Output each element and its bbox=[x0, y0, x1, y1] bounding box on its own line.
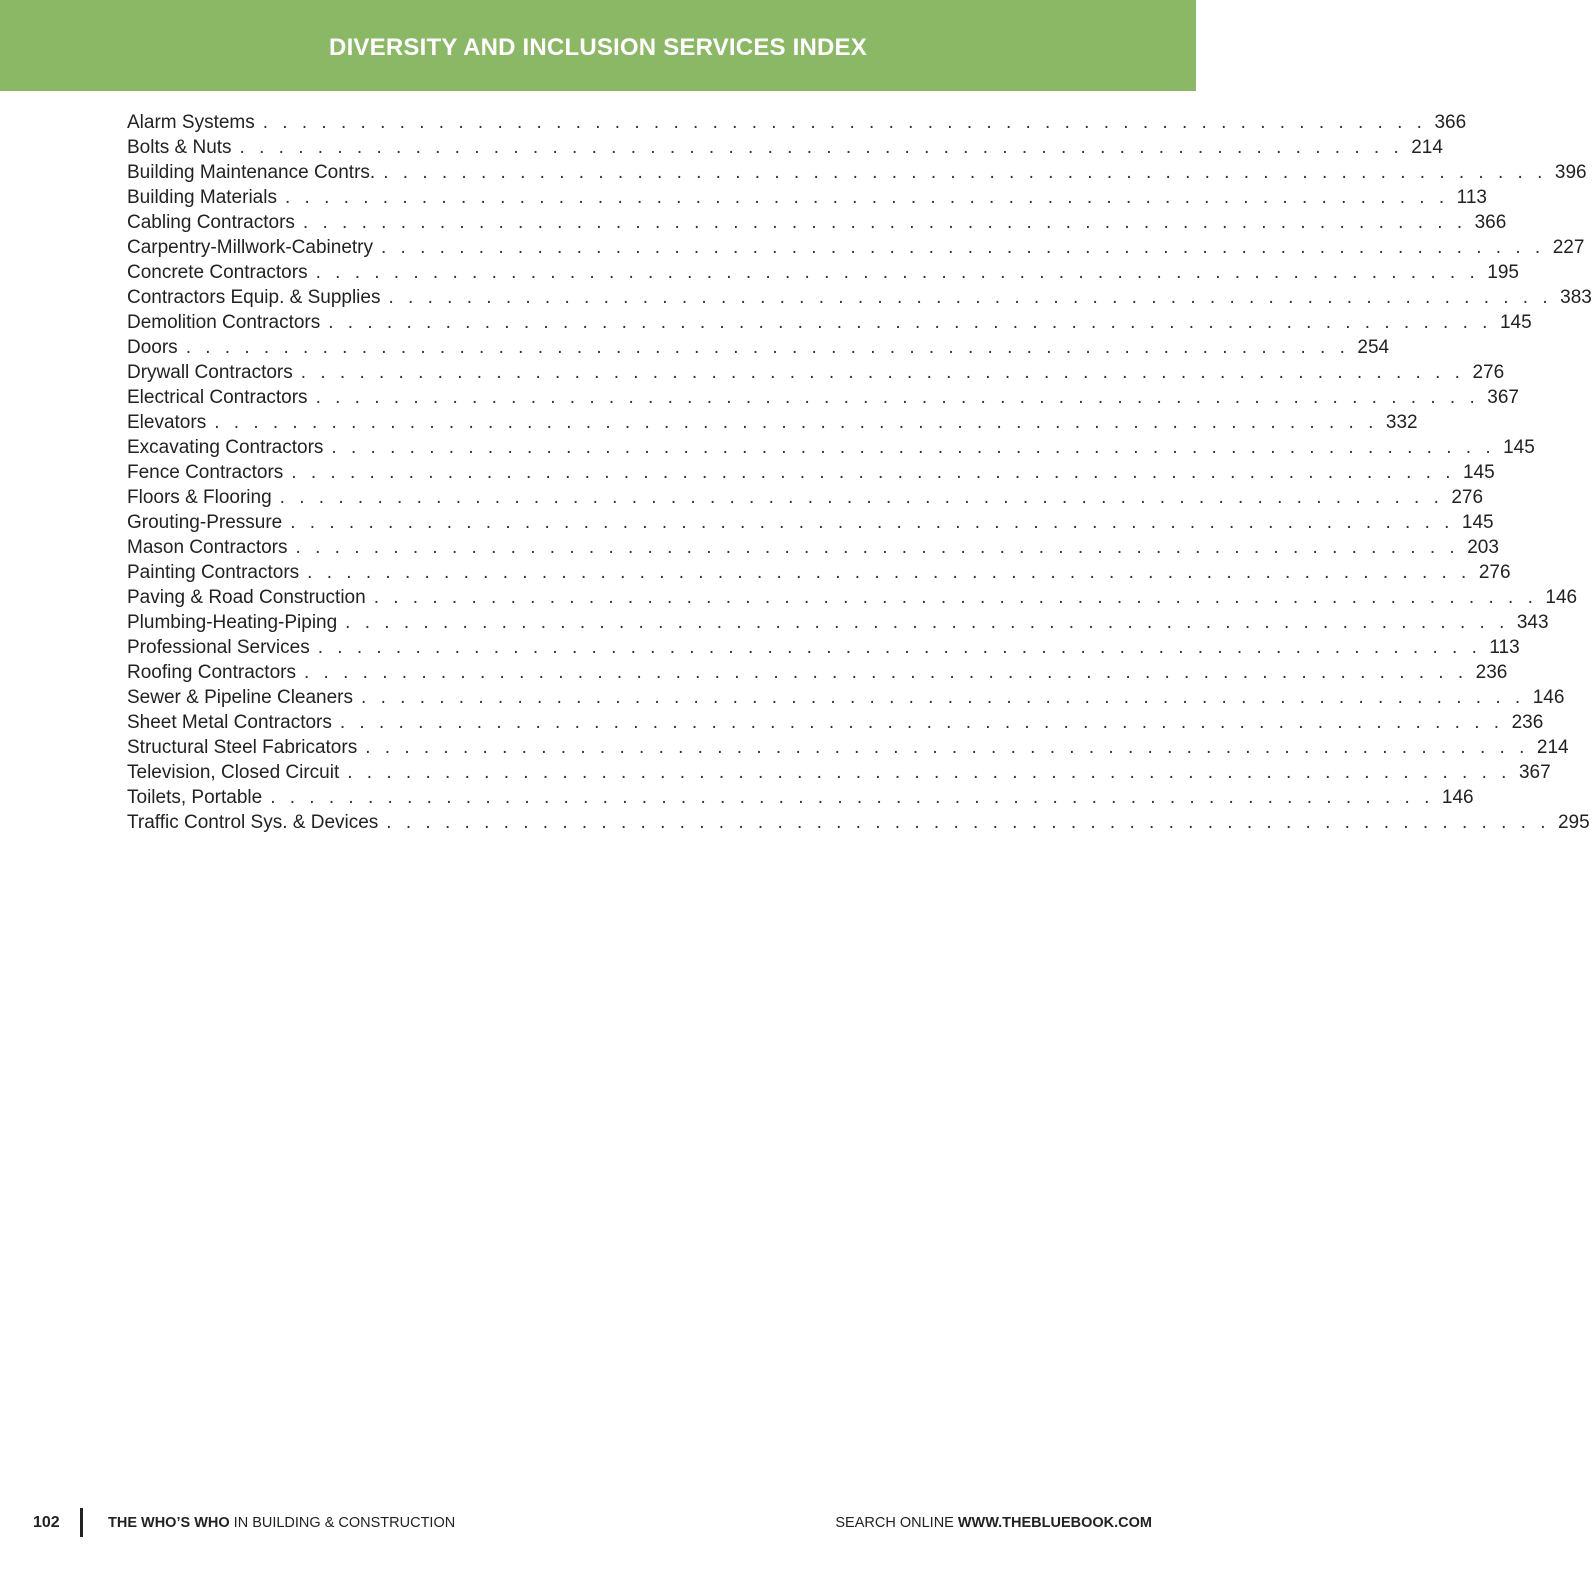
index-entry-label: Paving & Road Construction bbox=[127, 587, 366, 608]
index-entry-page: 146 bbox=[1441, 787, 1474, 808]
index-entry bbox=[127, 510, 1494, 535]
index-entry bbox=[127, 710, 1544, 735]
index-entry-page: 145 bbox=[1462, 462, 1495, 483]
footer-divider bbox=[80, 1508, 83, 1537]
page-footer bbox=[0, 1505, 1200, 1541]
dot-leader: . . . . . . . . . . . . . . . . . . . . . . . . . . . . . . . . . . . . . . . . . . . . . . . . . . . . . . . . . . . . bbox=[383, 162, 1547, 183]
dot-leader: . . . . . . . . . . . . . . . . . . . . . . . . . . . . . . . . . . . . . . . . . . . . . . . . . . . . . . . . . . . . bbox=[291, 462, 1455, 483]
index-entry bbox=[127, 435, 1535, 460]
dot-leader: . . . . . . . . . . . . . . . . . . . . . . . . . . . . . . . . . . . . . . . . . . . . . . . . . . . . . . . . . . . . bbox=[262, 112, 1427, 133]
index-entry-page: 367 bbox=[1487, 387, 1519, 408]
index-entry-page: 145 bbox=[1503, 437, 1535, 458]
dot-leader: . . . . . . . . . . . . . . . . . . . . . . . . . . . . . . . . . . . . . . . . . . . . . . . . . . . . . . . . . . . . bbox=[279, 487, 1444, 508]
index-entry bbox=[127, 610, 1549, 635]
publication-name bbox=[108, 1515, 455, 1531]
dot-leader: . . . . . . . . . . . . . . . . . . . . . . . . . . . . . . . . . . . . . . . . . . . . . . . . . . . . . . . . . . . . bbox=[388, 287, 1553, 308]
dot-leader: . . . . . . . . . . . . . . . . . . . . . . . . . . . . . . . . . . . . . . . . . . . . . . . . . . . . . . . . . . . . bbox=[270, 787, 1434, 808]
index-entry-page: 254 bbox=[1357, 337, 1390, 358]
index-entry-page: 113 bbox=[1456, 187, 1487, 208]
dot-leader: . . . . . . . . . . . . . . . . . . . . . . . . . . . . . . . . . . . . . . . . . . . . . . . . . . . . . . . . . . . . bbox=[185, 337, 1350, 358]
publication-name-bold: THE WHO’S WHO bbox=[108, 1515, 230, 1531]
page-number: 102 bbox=[33, 1514, 60, 1531]
index-entry-label: Roofing Contractors bbox=[127, 662, 296, 683]
index-entry-page: 276 bbox=[1478, 562, 1511, 583]
index-entry-label: Concrete Contractors bbox=[127, 262, 308, 283]
dot-leader: . . . . . . . . . . . . . . . . . . . . . . . . . . . . . . . . . . . . . . . . . . . . . . . . . . . . . . . . . . . . bbox=[317, 637, 1482, 658]
index-entry-label: Building Maintenance Contrs. bbox=[127, 162, 376, 183]
index-entry bbox=[127, 385, 1519, 410]
dot-leader: . . . . . . . . . . . . . . . . . . . . . . . . . . . . . . . . . . . . . . . . . . . . . . . . . . . . . . . . . . . . bbox=[300, 362, 1465, 383]
index-entry bbox=[127, 660, 1508, 685]
index-entry bbox=[127, 810, 1590, 835]
index-entry-page: 295 bbox=[1557, 812, 1590, 833]
dot-leader: . . . . . . . . . . . . . . . . . . . . . . . . . . . . . . . . . . . . . . . . . . . . . . . . . . . . . . . . . . . . bbox=[290, 512, 1454, 533]
dot-leader: . . . . . . . . . . . . . . . . . . . . . . . . . . . . . . . . . . . . . . . . . . . . . . . . . . . . . . . . . . . . bbox=[284, 187, 1449, 208]
index-entry-page: 146 bbox=[1532, 687, 1565, 708]
index-entry-label: Mason Contractors bbox=[127, 537, 288, 558]
index-entry-page: 227 bbox=[1552, 237, 1585, 258]
index-entry-page: 276 bbox=[1451, 487, 1484, 508]
dot-leader: . . . . . . . . . . . . . . . . . . . . . . . . . . . . . . . . . . . . . . . . . . . . . . . . . . . . . . . . . . . . bbox=[365, 737, 1529, 758]
index-entry bbox=[127, 585, 1578, 610]
dot-leader: . . . . . . . . . . . . . . . . . . . . . . . . . . . . . . . . . . . . . . . . . . . . . . . . . . . . . . . . . . . . bbox=[373, 587, 1538, 608]
index-entry-page: 396 bbox=[1554, 162, 1587, 183]
dot-leader: . . . . . . . . . . . . . . . . . . . . . . . . . . . . . . . . . . . . . . . . . . . . . . . . . . . . . . . . . . . . bbox=[328, 312, 1492, 333]
index-entry-label: Fence Contractors bbox=[127, 462, 284, 483]
index-entry-label: Grouting-Pressure bbox=[127, 512, 283, 533]
index-entry-page: 145 bbox=[1499, 312, 1532, 333]
dot-leader: . . . . . . . . . . . . . . . . . . . . . . . . . . . . . . . . . . . . . . . . . . . . . . . . . . . . . . . . . . . . bbox=[339, 712, 1504, 733]
dot-leader: . . . . . . . . . . . . . . . . . . . . . . . . . . . . . . . . . . . . . . . . . . . . . . . . . . . . . . . . . . . . bbox=[386, 812, 1550, 833]
index-entry-label: Doors bbox=[127, 337, 178, 358]
index-entry bbox=[127, 260, 1519, 285]
index-entry-label: Excavating Contractors bbox=[127, 437, 324, 458]
index-entry-page: 366 bbox=[1434, 112, 1467, 133]
index-entry bbox=[127, 785, 1474, 810]
publication-name-rest: IN BUILDING & CONSTRUCTION bbox=[233, 1515, 456, 1531]
index-entry-page: 366 bbox=[1474, 212, 1507, 233]
index-entry-label: Demolition Contractors bbox=[127, 312, 321, 333]
dot-leader: . . . . . . . . . . . . . . . . . . . . . . . . . . . . . . . . . . . . . . . . . . . . . . . . . . . . . . . . . . . . bbox=[307, 562, 1471, 583]
index-entry-label: Bolts & Nuts bbox=[127, 137, 232, 158]
index-entry-label: Contractors Equip. & Supplies bbox=[127, 287, 381, 308]
index-entry bbox=[127, 635, 1520, 660]
dot-leader: . . . . . . . . . . . . . . . . . . . . . . . . . . . . . . . . . . . . . . . . . . . . . . . . . . . . . . . . . . . . bbox=[345, 612, 1509, 633]
index-entry bbox=[127, 285, 1592, 310]
index-entry-page: 276 bbox=[1472, 362, 1505, 383]
services-index-list bbox=[127, 110, 1592, 835]
dot-leader: . . . . . . . . . . . . . . . . . . . . . . . . . . . . . . . . . . . . . . . . . . . . . . . . . . . . . . . . . . . . bbox=[302, 212, 1467, 233]
index-entry-label: Building Materials bbox=[127, 187, 277, 208]
index-entry bbox=[127, 410, 1418, 435]
index-entry bbox=[127, 760, 1551, 785]
index-entry-label: Painting Contractors bbox=[127, 562, 300, 583]
page-title: DIVERSITY AND INCLUSION SERVICES INDEX bbox=[329, 34, 867, 61]
index-entry bbox=[127, 535, 1499, 560]
index-entry-page: 236 bbox=[1511, 712, 1544, 733]
index-entry-page: 332 bbox=[1385, 412, 1418, 433]
website-link[interactable]: WWW.THEBLUEBOOK.COM bbox=[957, 1515, 1152, 1531]
search-online-prefix: SEARCH ONLINE bbox=[835, 1515, 954, 1531]
index-entry-page: 195 bbox=[1487, 262, 1519, 283]
index-entry-label: Drywall Contractors bbox=[127, 362, 293, 383]
search-online bbox=[835, 1515, 1152, 1531]
index-entry bbox=[127, 310, 1532, 335]
index-entry-label: Toilets, Portable bbox=[127, 787, 263, 808]
index-entry bbox=[127, 735, 1569, 760]
index-entry bbox=[127, 485, 1484, 510]
index-entry-label: Television, Closed Circuit bbox=[127, 762, 340, 783]
index-entry-page: 367 bbox=[1518, 762, 1551, 783]
index-entry-page: 214 bbox=[1411, 137, 1443, 158]
index-entry-label: Traffic Control Sys. & Devices bbox=[127, 812, 379, 833]
index-entry-label: Sheet Metal Contractors bbox=[127, 712, 332, 733]
dot-leader: . . . . . . . . . . . . . . . . . . . . . . . . . . . . . . . . . . . . . . . . . . . . . . . . . . . . . . . . . . . . bbox=[303, 662, 1468, 683]
index-entry-page: 236 bbox=[1475, 662, 1508, 683]
index-entry-page: 146 bbox=[1545, 587, 1578, 608]
dot-leader: . . . . . . . . . . . . . . . . . . . . . . . . . . . . . . . . . . . . . . . . . . . . . . . . . . . . . . . . . . . . bbox=[214, 412, 1378, 433]
index-entry bbox=[127, 160, 1587, 185]
dot-leader: . . . . . . . . . . . . . . . . . . . . . . . . . . . . . . . . . . . . . . . . . . . . . . . . . . . . . . . . . . . . bbox=[315, 387, 1480, 408]
index-entry-label: Sewer & Pipeline Cleaners bbox=[127, 687, 354, 708]
dot-leader: . . . . . . . . . . . . . . . . . . . . . . . . . . . . . . . . . . . . . . . . . . . . . . . . . . . . . . . . . . . . bbox=[381, 237, 1545, 258]
index-entry-label: Plumbing-Heating-Piping bbox=[127, 612, 338, 633]
index-entry-label: Elevators bbox=[127, 412, 207, 433]
index-entry bbox=[127, 685, 1565, 710]
dot-leader: . . . . . . . . . . . . . . . . . . . . . . . . . . . . . . . . . . . . . . . . . . . . . . . . . . . . . . . . . . . . bbox=[347, 762, 1511, 783]
index-entry-page: 214 bbox=[1536, 737, 1569, 758]
index-entry bbox=[127, 335, 1390, 360]
index-entry-page: 343 bbox=[1516, 612, 1549, 633]
dot-leader: . . . . . . . . . . . . . . . . . . . . . . . . . . . . . . . . . . . . . . . . . . . . . . . . . . . . . . . . . . . . bbox=[295, 537, 1460, 558]
index-entry-label: Professional Services bbox=[127, 637, 310, 658]
index-entry-label: Alarm Systems bbox=[127, 112, 255, 133]
index-entry bbox=[127, 360, 1505, 385]
dot-leader: . . . . . . . . . . . . . . . . . . . . . . . . . . . . . . . . . . . . . . . . . . . . . . . . . . . . . . . . . . . . bbox=[331, 437, 1496, 458]
index-entry-page: 383 bbox=[1560, 287, 1592, 308]
index-entry-page: 145 bbox=[1461, 512, 1494, 533]
index-entry bbox=[127, 135, 1443, 160]
index-entry-label: Cabling Contractors bbox=[127, 212, 295, 233]
index-entry-label: Carpentry-Millwork-Cabinetry bbox=[127, 237, 373, 258]
index-entry bbox=[127, 110, 1467, 135]
dot-leader: . . . . . . . . . . . . . . . . . . . . . . . . . . . . . . . . . . . . . . . . . . . . . . . . . . . . . . . . . . . . bbox=[315, 262, 1480, 283]
index-entry-label: Electrical Contractors bbox=[127, 387, 308, 408]
dot-leader: . . . . . . . . . . . . . . . . . . . . . . . . . . . . . . . . . . . . . . . . . . . . . . . . . . . . . . . . . . . . bbox=[239, 137, 1404, 158]
index-entry bbox=[127, 560, 1511, 585]
index-entry-page: 203 bbox=[1467, 537, 1499, 558]
index-entry bbox=[127, 235, 1585, 260]
index-entry bbox=[127, 210, 1507, 235]
index-entry bbox=[127, 185, 1487, 210]
index-entry-page: 113 bbox=[1489, 637, 1520, 658]
dot-leader: . . . . . . . . . . . . . . . . . . . . . . . . . . . . . . . . . . . . . . . . . . . . . . . . . . . . . . . . . . . . bbox=[361, 687, 1525, 708]
index-entry bbox=[127, 460, 1495, 485]
index-entry-label: Floors & Flooring bbox=[127, 487, 272, 508]
index-entry-label: Structural Steel Fabricators bbox=[127, 737, 358, 758]
